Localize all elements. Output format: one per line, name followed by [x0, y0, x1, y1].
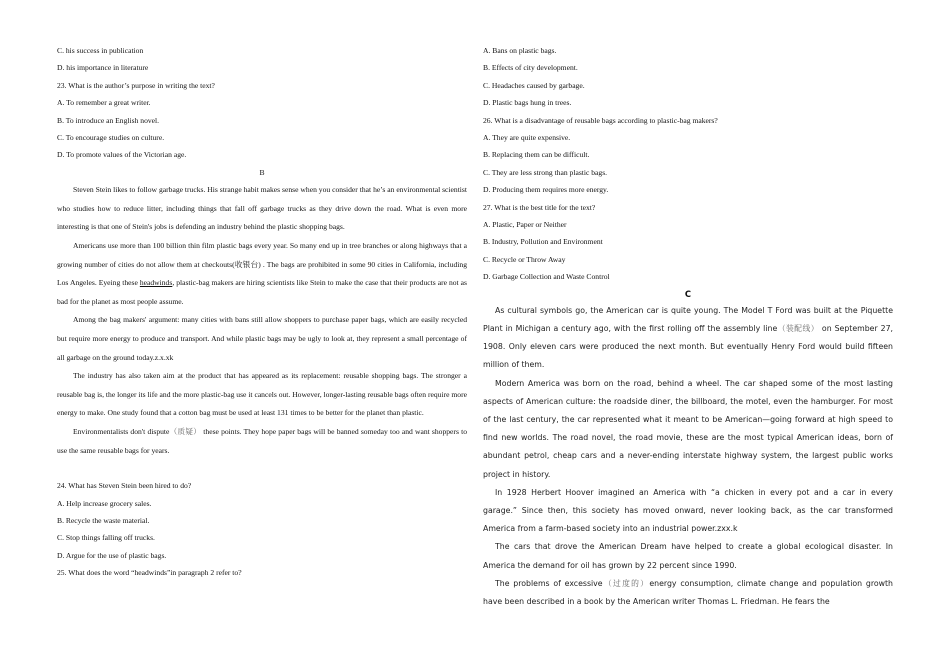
paragraph-text: these points. They hope paper bags will be banned someday too and want shoppers to use the same reusable bags for years.	[57, 426, 467, 455]
question-25: 25. What does the word “headwinds”in paragraph 2 refer to?	[57, 568, 242, 578]
option-line: D. To promote values of the Victorian age.	[57, 150, 187, 160]
option-line: A. They are quite expensive.	[483, 133, 571, 143]
left-column	[57, 42, 467, 582]
option-line: D. Plastic bags hung in trees.	[483, 98, 572, 108]
question-24: 24. What has Steven Stein been hired to do?	[57, 481, 192, 491]
passage-c-paragraph-4: The cars that drove the American Dream have helped to create a global ecological disaster. In America the demand for oil has grown by 22 percent since 1990.	[483, 542, 893, 570]
passage-b-paragraph-2	[57, 237, 467, 311]
question-27: 27. What is the best title for the text?	[483, 202, 596, 212]
passage-b-paragraph-4: The industry has also taken aim at the product that has appeared as its replacement: reusable shopping bags. The stronger a reusable bag is, the longer its life and the more plastic-bag use it cancels out. However, longer-lasting reusable bags often require more energy to make. One study found that a cotton bag must be used at least 131 times to be better for the planet than plastic.	[57, 371, 467, 418]
option-line: B. Replacing them can be difficult.	[483, 150, 590, 160]
option-line: A. Help increase grocery sales.	[57, 498, 152, 508]
option-line: C. Headaches caused by garbage.	[483, 80, 585, 90]
option-line: B. Recycle the waste material.	[57, 515, 150, 525]
paragraph-text: Environmentalists don't dispute	[73, 426, 170, 436]
paragraph-text: As cultural symbols go, the American car is quite young. The Model T Ford was built at the Piquette Plant in Michigan a century ago, with the first rolling off the assembly line	[483, 305, 893, 333]
option-line: A. To remember a great writer.	[57, 98, 151, 108]
passage-c	[483, 302, 893, 611]
right-questions	[483, 42, 893, 286]
option-line: D. Garbage Collection and Waste Control	[483, 272, 610, 282]
gloss-annotation: （质疑）	[169, 426, 202, 436]
passage-c-paragraph-5	[483, 575, 893, 611]
option-line: A. Bans on plastic bags.	[483, 46, 557, 55]
gloss-annotation: （过度的）	[602, 578, 650, 588]
option-line: B. Effects of city development.	[483, 63, 578, 73]
passage-c-paragraph-3: In 1928 Herbert Hoover imagined an America with “a chicken in every pot and a car in every garage.” Since then, this society has moved onward, never looking back, as the car transformed America from a farm-based society into an industrial power.zxx.k	[483, 487, 893, 534]
option-line: D. Producing them requires more energy.	[483, 185, 609, 195]
paragraph-text: Americans use more than 100 billion thin film plastic bags every year. So many end up in tree branches or along highways that a growing number of cities do not allow them at checkouts(收银台) . The bags are prohibited in some 90 cities in California, including Los Angeles. Eyeing these	[57, 241, 467, 288]
option-line: C. Recycle or Throw Away	[483, 254, 566, 264]
option-line: C. his success in publication	[57, 46, 144, 55]
paragraph-text: energy consumption, climate change and population growth have been described in a book by the American writer Thomas L. Friedman. He fears the	[483, 578, 893, 606]
option-line: A. Plastic, Paper or Neither	[483, 220, 567, 230]
option-line: D. his importance in literature	[57, 63, 149, 73]
passage-c-paragraph-1	[483, 302, 893, 375]
option-line: C. They are less strong than plastic bags.	[483, 167, 608, 177]
right-column	[483, 42, 893, 611]
option-line: B. To introduce an English novel.	[57, 115, 160, 125]
passage-b-paragraph-1: Steven Stein likes to follow garbage trucks. His strange habit makes sense when you consider that he’s an environmental scientist who studies how to reduce litter, including things that fall off garbage trucks as they drive down the road. What is even more interesting is that one of Stein's jobs is defending an industry behind the plastic shopping bags.	[57, 185, 467, 232]
passage-b-paragraph-3: Among the bag makers' argument: many cities with bans still allow shoppers to purchase paper bags, which are easily recycled but require more energy to produce and transport. And while plastic bags may be ugly to look at, they represent a small percentage of all garbage on the ground today.z.x.xk	[57, 315, 467, 362]
question-23: 23. What is the author’s purpose in writing the text?	[57, 80, 215, 90]
option-line: C. Stop things falling off trucks.	[57, 533, 155, 543]
gloss-annotation: （装配线）	[777, 323, 819, 333]
underlined-word-headwinds: headwinds	[139, 278, 173, 288]
option-line: D. Argue for the use of plastic bags.	[57, 550, 167, 560]
passage-c-paragraph-2: Modern America was born on the road, behind a wheel. The car shaped some of the most lasting aspects of American culture: the roadside diner, the billboard, the motel, even the hamburger. For most of the last century, the car represented what it meant to be American—going forward at high speed to find new worlds. The road novel, the road movie, these are the most typical American ideas, born of abundant petrol, cheap cars and a never-ending interstate highway system, the largest public works project in history.	[483, 378, 893, 479]
passage-b-paragraph-5	[57, 423, 467, 460]
spacer	[57, 460, 467, 477]
paragraph-text: , plastic-bag makers are hiring scientists like Stein to make the case that their products are not as bad for the planet as most people assume.	[57, 278, 467, 306]
option-line: B. Industry, Pollution and Environment	[483, 237, 603, 247]
section-heading-c: C	[684, 288, 692, 299]
paragraph-text: The problems of excessive	[495, 578, 603, 588]
section-heading-b: B	[259, 167, 265, 177]
question-26: 26. What is a disadvantage of reusable bags according to plastic-bag makers?	[483, 115, 718, 125]
option-line: C. To encourage studies on culture.	[57, 133, 165, 143]
paragraph-text: on September 27, 1908. Only eleven cars were produced the next month. But eventually Henry Ford would build fifteen million of them.	[483, 323, 894, 370]
